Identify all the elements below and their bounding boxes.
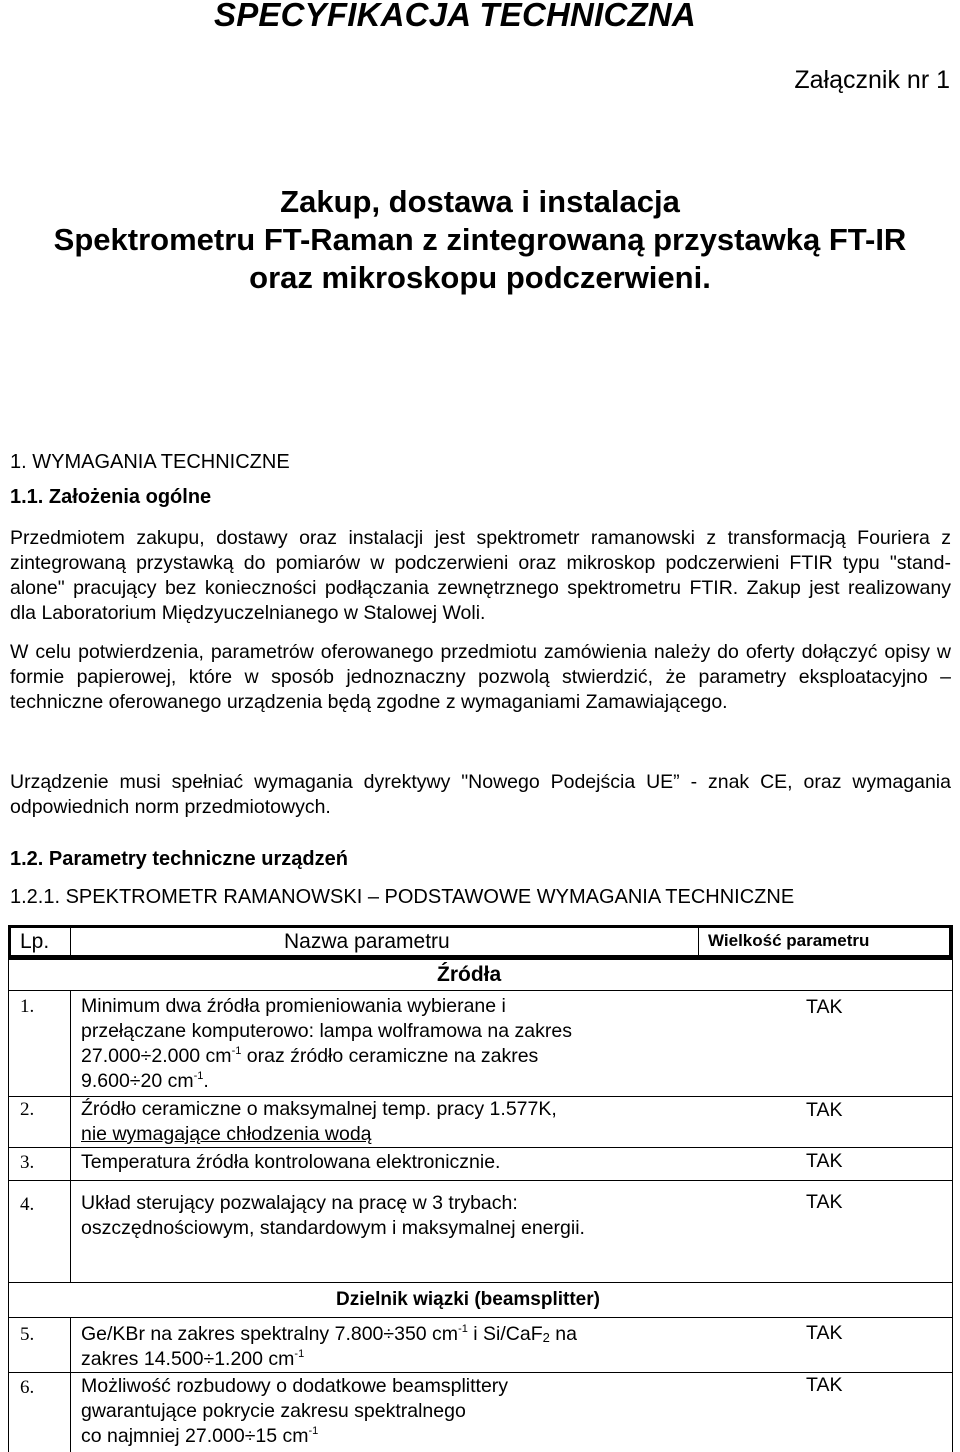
paragraph-scope: Przedmiotem zakupu, dostawy oraz instalacji jest spektrometr ramanowski z transformacją Fouriera z zintegrowaną przystawką do pomiarów w podczerwieni oraz mikroskop podczerwieni FTIR typu "stand-alone" pracujący bez konieczności podłączania zewnętrznego spektrometru FTIR. Zakup jest realizowany dla Laboratorium Międzyuczelnianego w Stalowej Woli. [10, 527, 951, 624]
annex-label: Załącznik nr 1 [794, 66, 950, 94]
row-text-part: co najmniej 27.000÷15 cm [81, 1425, 309, 1447]
row-line: Układ sterujący pozwalający na pracę w 3 trybach: [81, 1192, 518, 1214]
subject-line-2: Spektrometru FT-Raman z zintegrowaną przystawką FT-IR [53, 222, 907, 257]
row-line: Minimum dwa źródła promieniowania wybierane i [81, 995, 506, 1017]
row-text [81, 994, 681, 1094]
table-right-border [952, 959, 953, 1452]
row-divider [8, 990, 953, 991]
row-value: TAK [806, 1150, 843, 1172]
subsection-heading-raman: 1.2.1. SPEKTROMETR RAMANOWSKI – PODSTAWOWE WYMAGANIA TECHNICZNE [10, 886, 795, 908]
row-divider [8, 1372, 953, 1373]
row-text [81, 1374, 681, 1449]
row-line [81, 1044, 681, 1069]
row-line [81, 1347, 681, 1372]
row-line: Możliwość rozbudowy o dodatkowe beamsplittery [81, 1375, 509, 1397]
row-text [81, 1191, 681, 1241]
row-value: TAK [806, 1322, 843, 1344]
row-line [81, 1322, 681, 1347]
row-text-part: oraz źródło ceramiczne na zakres [241, 1045, 539, 1067]
row-text-part: i Si/CaF [467, 1323, 543, 1345]
row-value: TAK [806, 1374, 843, 1396]
row-value: TAK [806, 1191, 843, 1213]
superscript: -1 [308, 1425, 319, 1437]
section-beamsplitter: Dzielnik wiązki (beamsplitter) [336, 1289, 600, 1310]
row-text-part: 9.600÷20 cm [81, 1070, 194, 1092]
row-line: oszczędnościowym, standardowym i maksymalnej energii. [81, 1217, 585, 1239]
subject-line-1: Zakup, dostawa i instalacja [280, 184, 680, 219]
row-divider [8, 1147, 953, 1148]
row-line [81, 1424, 681, 1449]
table-border [8, 959, 953, 960]
section-sources: Źródła [437, 963, 502, 986]
row-line: nie wymagające chłodzenia wodą [81, 1123, 372, 1145]
column-header-lp: Lp. [20, 930, 50, 953]
subsection-heading: 1.1. Założenia ogólne [10, 486, 212, 508]
row-lp: 6. [20, 1377, 35, 1398]
column-divider [70, 990, 71, 1282]
subscript: 2 [542, 1330, 550, 1345]
column-header-name: Nazwa parametru [284, 930, 450, 953]
table-header-divider [70, 928, 71, 956]
paragraph-ce: Urządzenie musi spełniać wymagania dyrektywy "Nowego Podejścia UE” - znak CE, oraz wymagania odpowiednich norm przedmiotowych. [10, 771, 951, 818]
row-lp: 1. [20, 996, 35, 1017]
row-line: gwarantujące pokrycie zakresu spektralnego [81, 1400, 466, 1422]
row-line: Źródło ceramiczne o maksymalnej temp. pracy 1.577K, [81, 1098, 557, 1120]
row-lp: 4. [20, 1194, 35, 1215]
table-header-divider [698, 928, 699, 956]
subject-title [0, 183, 960, 297]
row-divider [8, 1180, 953, 1181]
row-value: TAK [806, 1099, 843, 1121]
paragraph-requirements: W celu potwierdzenia, parametrów oferowanego przedmiotu zamówienia należy do oferty dołączyć opisy w formie papierowej, które w sposób jednoznaczny pozwolą stwierdzić, że parametry eksploatacyjno – techniczne oferowanego urządzenia będą zgodne z wymaganiami Zamawiającego. [10, 641, 951, 713]
row-line [81, 1069, 681, 1094]
row-text-part: zakres 14.500÷1.200 cm [81, 1348, 295, 1370]
row-text [81, 1097, 681, 1147]
subsection-heading-parameters: 1.2. Parametry techniczne urządzeń [10, 848, 348, 870]
row-text-part: Ge/KBr na zakres spektralny 7.800÷350 cm [81, 1323, 459, 1345]
row-divider [8, 1317, 953, 1318]
row-line: Temperatura źródła kontrolowana elektronicznie. [81, 1151, 501, 1173]
row-text-part: na [549, 1323, 577, 1345]
row-text [81, 1150, 681, 1175]
row-lp: 2. [20, 1099, 35, 1120]
document-title: SPECYFIKACJA TECHNICZNA [214, 0, 696, 33]
row-value: TAK [806, 996, 843, 1018]
row-lp: 5. [20, 1324, 35, 1345]
column-divider [70, 1317, 71, 1452]
row-lp: 3. [20, 1152, 35, 1173]
row-text [81, 1322, 681, 1372]
row-text-part: 27.000÷2.000 cm [81, 1045, 232, 1067]
table-left-border [8, 959, 9, 1452]
superscript: -1 [193, 1070, 204, 1082]
row-line: przełączane komputerowo: lampa wolframowa na zakres [81, 1020, 572, 1042]
superscript: -1 [231, 1045, 242, 1057]
row-text-part: . [203, 1070, 209, 1092]
superscript: -1 [294, 1348, 305, 1360]
column-header-value: Wielkość parametru [708, 931, 870, 950]
row-divider [8, 1282, 953, 1283]
superscript: -1 [458, 1323, 468, 1335]
section-heading: 1. WYMAGANIA TECHNICZNE [10, 451, 290, 473]
subject-line-3: oraz mikroskopu podczerwieni. [249, 260, 711, 295]
